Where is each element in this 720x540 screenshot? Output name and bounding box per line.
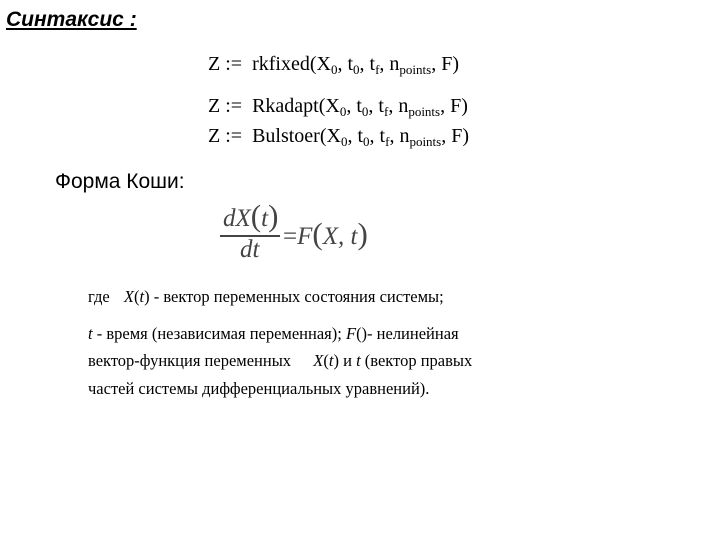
- arg-x-sub: 0: [339, 104, 347, 119]
- arg-tf-sub: f: [375, 62, 380, 77]
- section-heading: Синтаксис :: [6, 8, 137, 31]
- arg-n: n: [398, 95, 409, 117]
- line1-arg: t: [139, 287, 145, 306]
- equals-sign: =: [283, 223, 298, 250]
- line3-symbol: X: [313, 351, 324, 370]
- arg-x: X: [326, 125, 341, 147]
- arg-x: X: [316, 53, 331, 75]
- numerator-text: dX: [223, 205, 251, 232]
- arg-tf-sub: f: [385, 134, 390, 149]
- line3-arg: t: [328, 351, 334, 370]
- rhs-args: X, t: [322, 223, 358, 250]
- formula-rkadapt: Z := $Rkadapt(X_0$, $t_0$, $t_f$, $n_{points}$, F): [208, 95, 468, 119]
- arg-x-sub: 0: [330, 62, 338, 77]
- line3-prefix: вектор-функция переменных: [88, 351, 292, 370]
- arg-n-sub: points: [408, 104, 441, 119]
- arg-t0: t: [347, 53, 354, 75]
- numerator-arg: t: [261, 205, 269, 232]
- arg-t0: t: [357, 125, 364, 147]
- arg-tf: t: [369, 53, 376, 75]
- arg-tf: t: [379, 125, 386, 147]
- arg-tf-sub: f: [383, 104, 389, 119]
- line1-symbol: X: [123, 287, 135, 306]
- cauchy-form-label: Форма Коши:: [55, 170, 185, 193]
- formula-prefix: Z :=: [208, 53, 243, 75]
- rhs-func: F: [297, 223, 313, 250]
- line3-t: t: [356, 351, 361, 370]
- arg-f: F): [450, 95, 468, 117]
- arg-f: F): [441, 53, 460, 75]
- description-line-1: где X(t) - вектор переменных состояния системы;: [88, 287, 444, 306]
- line2-tail: ()- нелинейная: [356, 324, 459, 343]
- arg-x-sub: 0: [340, 134, 348, 149]
- line1-prefix: где: [88, 287, 110, 306]
- arg-n: n: [399, 125, 410, 147]
- description-line-4: частей системы дифференциальных уравнений).: [88, 379, 430, 398]
- line2-f: F: [345, 324, 357, 343]
- arg-f: F): [451, 125, 470, 147]
- formula-prefix: Z :=: [208, 95, 243, 117]
- line3-and: и: [343, 351, 352, 370]
- arg-t0-sub: 0: [353, 62, 360, 77]
- line2-symbol: t: [88, 324, 93, 343]
- line3-tail: (вектор правых: [364, 351, 473, 370]
- formula-rkfixed: Z := $rkfixed(X_0$, $t_0$, $t_f$, $n_{points}$, F): [208, 53, 460, 77]
- arg-x: X: [325, 95, 340, 117]
- arg-n-sub: points: [399, 62, 432, 77]
- arg-t0-sub: 0: [363, 134, 370, 149]
- formula-func: Bulstoer: [252, 125, 320, 147]
- formula-prefix: Z :=: [208, 125, 243, 147]
- formula-func: rkfixed: [252, 53, 310, 75]
- formula-func: Rkadapt: [252, 95, 319, 117]
- arg-tf: t: [378, 95, 384, 117]
- equation-denominator: dt: [240, 236, 260, 263]
- description-line-3: вектор-функция переменных X(t) и t (вектор правых: [88, 351, 473, 370]
- formula-bulstoer: Z := $Bulstoer(X_0$, $t_0$, $t_f$, $n_{points}$, F): [208, 125, 470, 149]
- equation-numerator: dX(t): [223, 198, 279, 233]
- arg-t0: t: [356, 95, 362, 117]
- line2-text: - время (независимая переменная);: [92, 324, 346, 343]
- description-line-2: [88, 324, 459, 344]
- arg-n: n: [389, 53, 400, 75]
- arg-n-sub: points: [409, 134, 442, 149]
- arg-t0-sub: 0: [361, 104, 369, 119]
- equation-rhs: =F(X, t): [283, 216, 368, 251]
- line1-text: - вектор переменных состояния системы;: [153, 287, 444, 306]
